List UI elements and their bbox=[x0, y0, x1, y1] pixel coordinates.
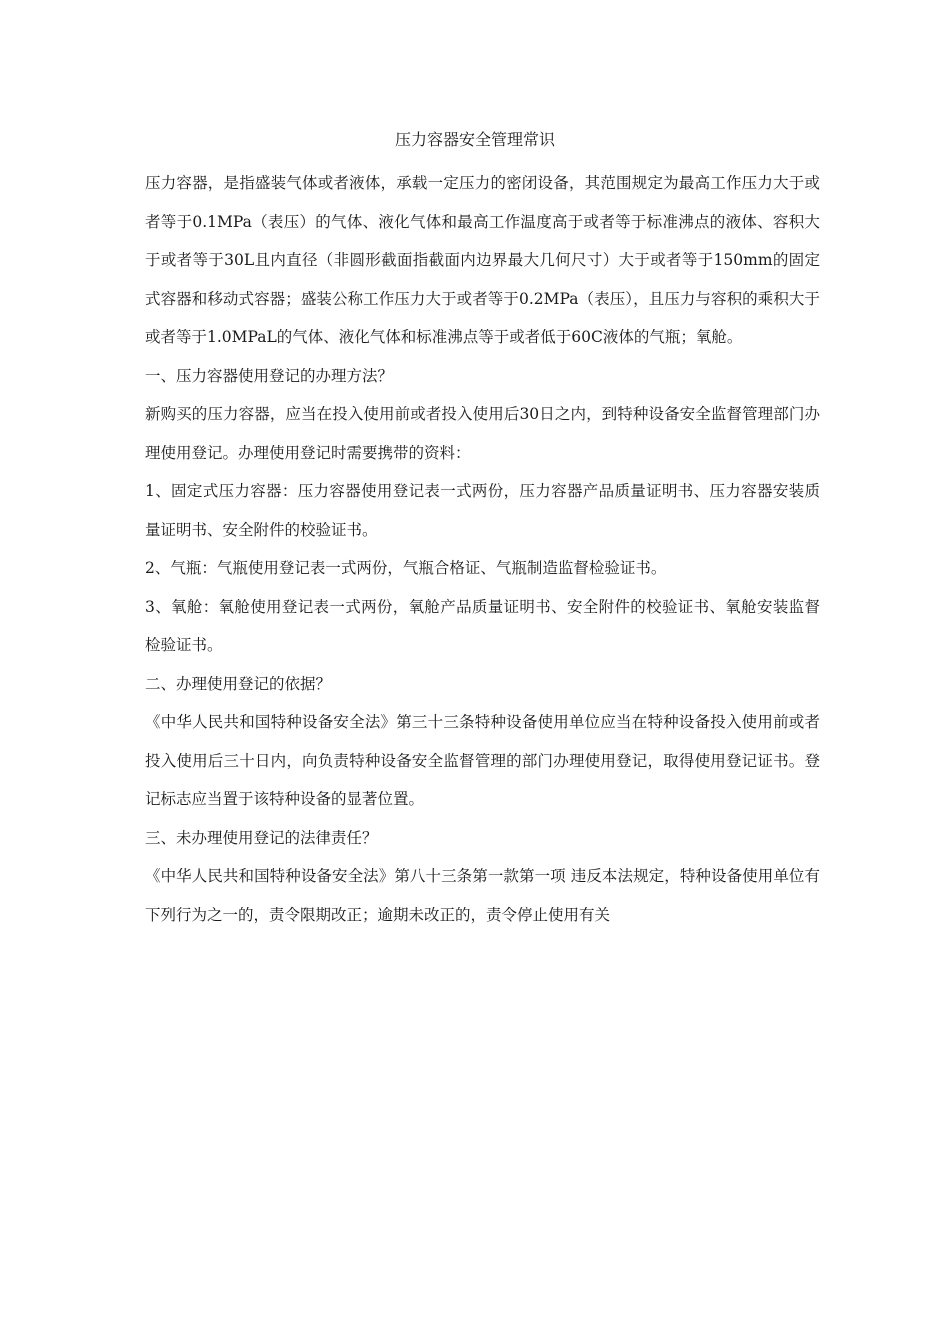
list-item-oxygen-chamber: 3、氧舱：氧舱使用登记表一式两份，氧舱产品质量证明书、安全附件的校验证书、氧舱安装监督检验证书。 bbox=[145, 597, 820, 654]
heading-registration-basis: 二、办理使用登记的依据？ bbox=[145, 674, 332, 693]
paragraph-legal-liability: 《中华人民共和国特种设备安全法》第八十三条第一款第一项 违反本法规定，特种设备使用单位有下列行为之一的，责令限期改正；逾期未改正的，责令停止使用有关 bbox=[145, 867, 820, 924]
heading-registration-method: 一、压力容器使用登记的办理方法？ bbox=[145, 366, 394, 385]
paragraph-definition: 压力容器，是指盛装气体或者液体，承载一定压力的密闭设备，其范围规定为最高工作压力大于或者等于0.1MPa（表压）的气体、液化气体和最高工作温度高于或者等于标准沸点的液体、容积大于或者等于30L且内直径（非圆形截面指截面内边界最大几何尺寸）大于或者等于150mm的固定式容器和移动式容器；盛装公称工作压力大于或者等于0.2MPa（表压），且压力与容积的乘积大于或者等于1.0MPaL的气体、液化气体和标准沸点等于或者低于60C液体的气瓶；氧舱。 bbox=[145, 174, 820, 346]
list-item-gas-cylinder: 2、气瓶：气瓶使用登记表一式两份，气瓶合格证、气瓶制造监督检验证书。 bbox=[145, 559, 667, 577]
list-item-fixed-vessel: 1、固定式压力容器：压力容器使用登记表一式两份，压力容器产品质量证明书、压力容器安装质量证明书、安全附件的校验证书。 bbox=[145, 482, 820, 539]
heading-legal-liability: 三、未办理使用登记的法律责任？ bbox=[145, 828, 378, 847]
paragraph-registration-basis: 《中华人民共和国特种设备安全法》第三十三条特种设备使用单位应当在特种设备投入使用前或者投入使用后三十日内，向负责特种设备安全监督管理的部门办理使用登记，取得使用登记证书。登记标志应当置于该特种设备的显著位置。 bbox=[145, 713, 820, 808]
document-body bbox=[145, 164, 820, 934]
paragraph-registration-method: 新购买的压力容器，应当在投入使用前或者投入使用后30日之内，到特种设备安全监督管理部门办理使用登记。办理使用登记时需要携带的资料： bbox=[145, 405, 820, 462]
document-title: 压力容器安全管理常识 bbox=[394, 130, 555, 149]
